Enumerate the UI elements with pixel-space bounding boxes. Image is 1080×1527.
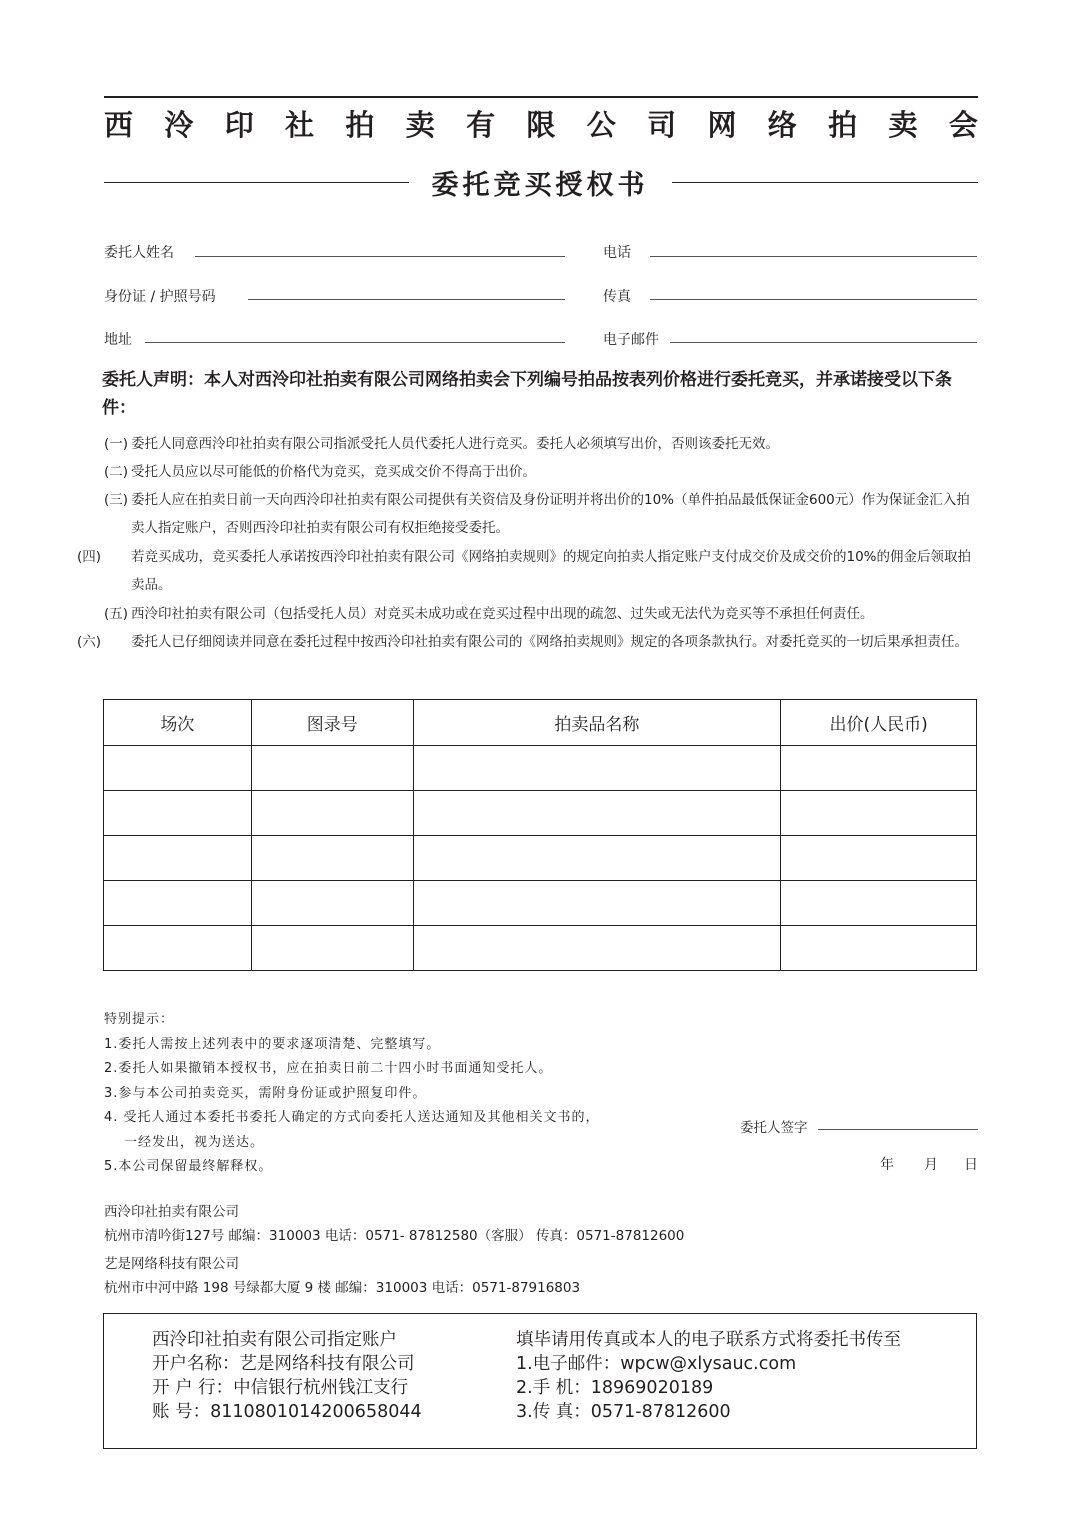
column-header-lot-name: 拍卖品名称: [413, 700, 781, 746]
company-info-yishi: [104, 1252, 580, 1300]
page-title: [104, 103, 978, 144]
contact-title: 填毕请用传真或本人的电子联系方式将委托书传至: [516, 1330, 901, 1350]
clause-3: [104, 486, 980, 542]
company-name: 艺是网络科技有限公司: [104, 1256, 239, 1272]
table-cell[interactable]: [781, 926, 977, 971]
account-number: 账 号：8110801014200658044: [152, 1402, 422, 1422]
account-title: 西泠印社拍卖有限公司指定账户: [152, 1330, 397, 1350]
note-item: 2.委托人如果撤销本授权书，应在拍卖日前二十四小时书面通知受托人。: [104, 1061, 553, 1076]
table-cell[interactable]: [251, 746, 413, 791]
note-item: 4. 受托人通过本委托书委托人确定的方式向委托人送达通知及其他相关文书的，: [104, 1110, 600, 1125]
clause-number: (五): [104, 606, 129, 622]
note-item: 1.委托人需按上述列表中的要求逐项清楚、完整填写。: [104, 1036, 441, 1052]
clause-4: [77, 543, 980, 599]
clause-1: [104, 430, 980, 458]
table-cell[interactable]: [251, 926, 413, 971]
title-char: 泠: [164, 108, 194, 142]
fax-label: 传真: [603, 289, 631, 305]
clause-number: (二): [104, 464, 129, 480]
table-cell[interactable]: [413, 926, 781, 971]
column-header-bid-price: 出价(人民币): [781, 700, 977, 746]
phone-field[interactable]: [650, 256, 977, 257]
signature-field[interactable]: [818, 1129, 978, 1130]
title-char: 会: [948, 108, 978, 142]
table-cell[interactable]: [781, 746, 977, 791]
clause-text: 若竞买成功，竞买委托人承诺按西泠印社拍卖有限公司《网络拍卖规则》的规定向拍卖人指定账户支付成交价及成交价的10%的佣金后领取拍卖品。: [131, 549, 972, 593]
clause-text: 委托人已仔细阅读并同意在委托过程中按西泠印社拍卖有限公司的《网络拍卖规则》规定的各项条款执行。对委托竞买的一切后果承担责任。: [131, 634, 968, 650]
table-cell[interactable]: [781, 881, 977, 926]
table-cell[interactable]: [104, 746, 252, 791]
column-header-session: 场次: [104, 700, 252, 746]
table-header-row: [104, 700, 977, 746]
table-cell[interactable]: [104, 881, 252, 926]
table-row: [104, 926, 977, 971]
contact-fax: 3.传 真：0571-87812600: [516, 1402, 731, 1422]
account-info-box: [103, 1313, 977, 1449]
clause-text: 委托人同意西泠印社拍卖有限公司指派受托人员代委托人进行竞买。委托人必须填写出价，否则该委托无效。: [131, 436, 779, 452]
date-year: 年: [880, 1157, 894, 1173]
fax-field[interactable]: [650, 299, 977, 300]
title-char: 社: [285, 108, 315, 142]
title-char: 西: [104, 108, 134, 142]
title-char: 限: [526, 108, 556, 142]
clause-5: [104, 600, 980, 628]
table-row: [104, 746, 977, 791]
clause-number: (六): [77, 634, 102, 650]
date-month: 月: [924, 1157, 938, 1173]
company-name: 西泠印社拍卖有限公司: [104, 1204, 239, 1220]
company-info-xiling: [104, 1200, 684, 1248]
clause-2: [104, 458, 980, 486]
title-char: 拍: [345, 108, 375, 142]
note-item: 一经发出，视为送达。: [124, 1134, 265, 1150]
title-char: 卖: [888, 108, 918, 142]
note-item: 5.本公司保留最终解释权。: [104, 1159, 273, 1174]
title-char: 公: [586, 108, 616, 142]
title-char: 拍: [828, 108, 858, 142]
table-cell[interactable]: [413, 881, 781, 926]
bid-table: [103, 699, 977, 971]
declaration: 委托人声明：本人对西泠印社拍卖有限公司网络拍卖会下列编号拍品按表列价格进行委托竞买，并承诺接受以下条件：: [102, 370, 952, 418]
title-char: 印: [224, 108, 254, 142]
signature-label: 委托人签字: [740, 1120, 808, 1136]
table-cell[interactable]: [781, 791, 977, 836]
table-cell[interactable]: [781, 836, 977, 881]
clause-text: 西泠印社拍卖有限公司（包括受托人员）对竞买未成功或在竞买过程中出现的疏忽、过失或无法代为竞买等不承担任何责任。: [131, 606, 874, 622]
table-cell[interactable]: [413, 836, 781, 881]
top-rule: [104, 96, 978, 98]
contact-mobile: 2.手 机：18969020189: [516, 1378, 714, 1398]
id-label: 身份证 / 护照号码: [104, 289, 216, 305]
clause-text: 受托人员应以尽可能低的价格代为竞买，竞买成交价不得高于出价。: [131, 464, 536, 480]
company-contact: 杭州市中河中路 198 号绿都大厦 9 楼 邮编：310003 电话：0571-87916803: [104, 1280, 581, 1296]
special-notes: [104, 1008, 600, 1180]
address-label: 地址: [104, 332, 132, 348]
account-holder: 开户名称：艺是网络科技有限公司: [152, 1354, 415, 1374]
clause-number: (一): [104, 436, 129, 452]
title-char: 卖: [405, 108, 435, 142]
clause-6: [77, 628, 980, 656]
table-cell[interactable]: [413, 746, 781, 791]
name-label: 委托人姓名: [104, 245, 174, 261]
table-cell[interactable]: [413, 791, 781, 836]
clause-text: 委托人应在拍卖日前一天向西泠印社拍卖有限公司提供有关资信及身份证明并将出价的10%（单件拍品最低保证金600元）作为保证金汇入拍卖人指定账户，否则西泠印社拍卖有限公司有权拒绝接受委托。: [131, 492, 970, 536]
subtitle: 委托竞买授权书: [431, 170, 649, 201]
table-cell[interactable]: [251, 881, 413, 926]
phone-label: 电话: [603, 245, 631, 261]
note-item: 3.参与本公司拍卖竞买，需附身份证或护照复印件。: [104, 1085, 427, 1101]
table-row: [104, 836, 977, 881]
name-field[interactable]: [195, 256, 565, 257]
table-cell[interactable]: [251, 836, 413, 881]
email-field[interactable]: [670, 342, 977, 343]
company-contact: 杭州市清吟街127号 邮编：310003 电话：0571- 87812580（客服） 传真：0571-87812600: [104, 1228, 685, 1244]
title-char: 网: [707, 108, 737, 142]
clause-number: (三): [104, 492, 129, 508]
email-label: 电子邮件: [603, 332, 659, 348]
title-char: 司: [647, 108, 677, 142]
table-cell[interactable]: [104, 791, 252, 836]
table-cell[interactable]: [104, 926, 252, 971]
date-day: 日: [964, 1157, 978, 1173]
submission-contact: [516, 1328, 901, 1424]
title-char: 络: [767, 108, 797, 142]
table-cell[interactable]: [251, 791, 413, 836]
table-row: [104, 881, 977, 926]
column-header-catalog-no: 图录号: [251, 700, 413, 746]
title-char: 有: [466, 108, 496, 142]
designated-account: [152, 1328, 422, 1424]
contact-email: 1.电子邮件：wpcw@xlysauc.com: [516, 1354, 797, 1374]
table-row: [104, 791, 977, 836]
id-field[interactable]: [248, 299, 565, 300]
table-cell[interactable]: [104, 836, 252, 881]
account-bank: 开 户 行：中信银行杭州钱江支行: [152, 1378, 409, 1398]
clause-number: (四): [77, 549, 102, 565]
notes-title: 特别提示：: [104, 1012, 175, 1027]
address-field[interactable]: [145, 342, 565, 343]
subtitle-rule-right: [672, 182, 978, 183]
